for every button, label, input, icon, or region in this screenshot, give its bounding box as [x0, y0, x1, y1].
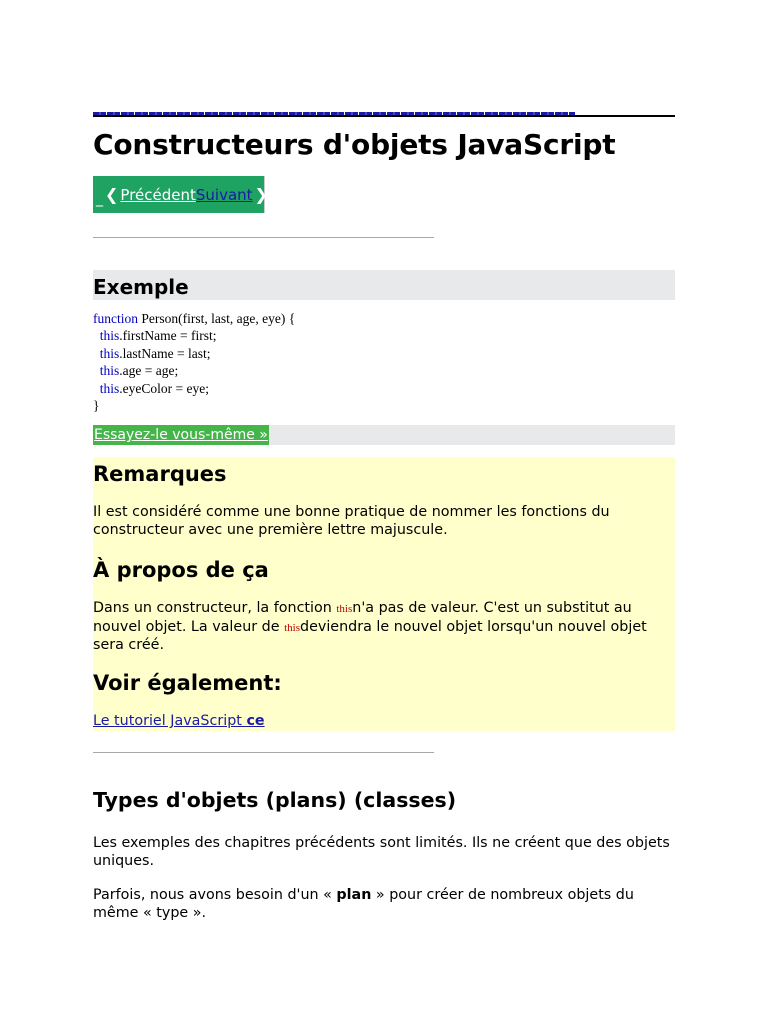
chevron-left-icon: ❮: [105, 185, 119, 204]
code-line: [93, 345, 295, 362]
prev-next-nav: [93, 176, 268, 213]
code-line: [93, 362, 295, 379]
remarks-text: Il est considéré comme une bonne pratique de nommer les fonctions du constructeur avec une première lettre majuscule.: [93, 504, 610, 538]
code-text: Person(first, last, age, eye) {: [138, 311, 296, 326]
page-title: Constructeurs d'objets JavaScript: [93, 128, 616, 161]
previous-link[interactable]: Précédent: [120, 185, 196, 204]
code-text: }: [93, 398, 100, 414]
try-it-bar: [93, 425, 675, 445]
chevron-right-icon: ❯: [254, 185, 268, 204]
code-keyword: this: [93, 380, 120, 396]
note-box: [93, 457, 675, 731]
next-link[interactable]: Suivant: [195, 185, 253, 204]
example-heading: Exemple: [93, 275, 189, 299]
code-keyword: function: [93, 311, 138, 326]
code-keyword: this: [93, 363, 120, 379]
try-it-button[interactable]: Essayez-le vous-même »: [94, 427, 268, 443]
nav-lead: _: [96, 191, 103, 207]
this-keyword: this: [284, 621, 300, 634]
this-keyword: this: [336, 603, 353, 615]
types-para-2: [93, 887, 675, 922]
remarks-heading: Remarques: [93, 462, 227, 486]
tutorial-link-bold: ce: [246, 713, 265, 729]
types-para-2-part: Parfois, nous avons besoin d'un «: [93, 887, 337, 903]
code-line: [93, 397, 295, 414]
about-heading: À propos de ça: [93, 558, 269, 582]
types-para-2-part: » pour créer de nombreux objets du même « type ».: [93, 887, 634, 921]
see-also-heading: Voir également:: [93, 671, 282, 695]
plan-bold: plan: [336, 887, 372, 903]
tutorial-link-text: Le tutoriel JavaScript: [93, 713, 247, 729]
code-keyword: this: [93, 345, 120, 361]
divider: [93, 752, 434, 753]
code-text: .age = age;: [119, 363, 179, 379]
about-text-part: n'a pas de valeur. C'est un substitut au nouvel objet. La valeur de: [93, 600, 632, 635]
divider: [93, 237, 434, 238]
code-text: .lastName = last;: [119, 345, 211, 361]
code-block: [93, 310, 295, 414]
about-text: [93, 600, 675, 655]
example-header: [93, 270, 675, 300]
types-para-1: Les exemples des chapitres précédents sont limités. Ils ne créent que des objets uniques.: [93, 835, 670, 869]
tutorial-link[interactable]: [93, 713, 265, 729]
code-line: [93, 380, 295, 397]
code-text: .eyeColor = eye;: [119, 380, 209, 396]
about-text-part: Dans un constructeur, la fonction: [93, 600, 337, 616]
types-heading: Types d'objets (plans) (classes): [93, 788, 457, 812]
top-divider: [93, 115, 675, 117]
code-line: [93, 310, 295, 327]
code-line: [93, 327, 295, 344]
about-text-part: deviendra le nouvel objet lorsqu'un nouvel objet sera créé.: [93, 618, 647, 653]
code-text: .firstName = first;: [119, 328, 217, 344]
code-keyword: this: [93, 328, 120, 344]
